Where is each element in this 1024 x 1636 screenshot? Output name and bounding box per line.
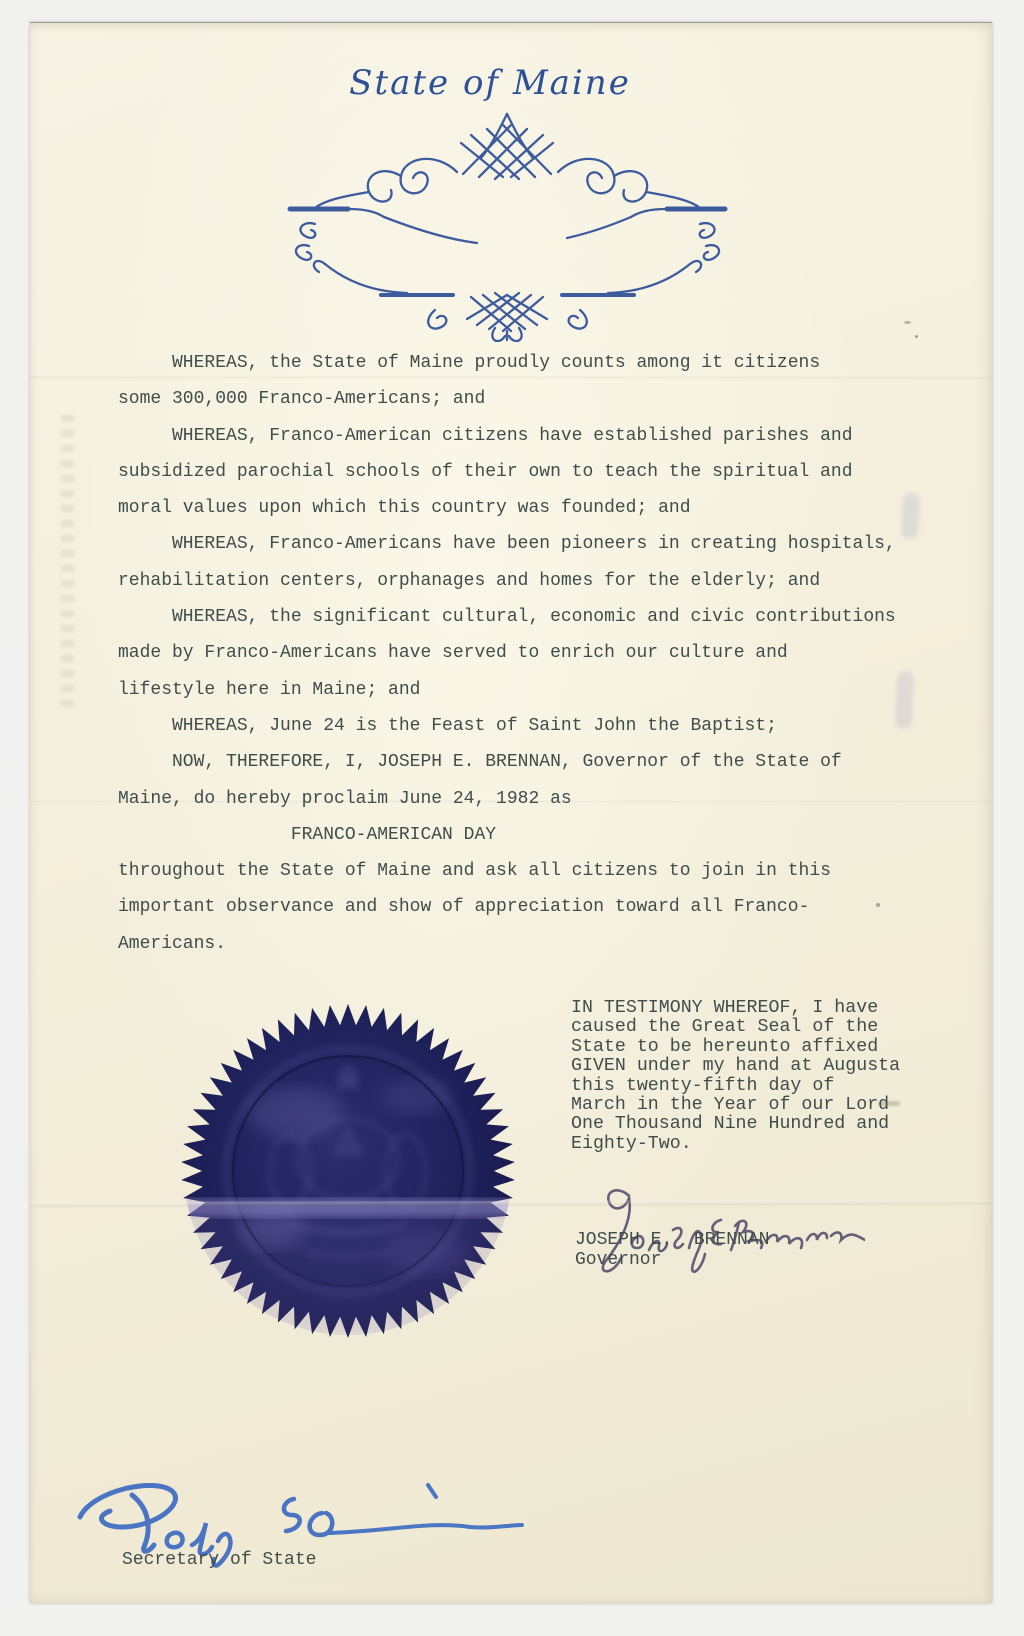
body-line: important observance and show of appreciation toward all Franco- bbox=[118, 897, 810, 918]
show-through-ghost-right-2 bbox=[894, 671, 914, 730]
testimony-line: IN TESTIMONY WHEREOF, I have bbox=[571, 998, 879, 1018]
great-seal bbox=[178, 1001, 518, 1341]
body-line: WHEREAS, Franco-Americans have been pioneers in creating hospitals, bbox=[118, 534, 896, 555]
body-line: WHEREAS, the significant cultural, economic and civic contributions bbox=[118, 607, 896, 628]
testimony-line: caused the Great Seal of the bbox=[571, 1017, 879, 1038]
body-line: WHEREAS, the State of Maine proudly counts among it citizens bbox=[118, 353, 821, 373]
body-line: rehabilitation centers, orphanages and homes for the elderly; and bbox=[118, 570, 821, 591]
proclamation-document bbox=[30, 22, 992, 1603]
body-line: WHEREAS, June 24 is the Feast of Saint John the Baptist; bbox=[118, 715, 777, 736]
body-line: NOW, THEREFORE, I, JOSEPH E. BRENNAN, Governor of the State of bbox=[118, 752, 842, 773]
show-through-ghost-left bbox=[61, 415, 74, 707]
body-line: made by Franco-Americans have served to enrich our culture and bbox=[118, 643, 788, 664]
show-through-ghost-right-1 bbox=[900, 492, 920, 539]
body-line: subsidized parochial schools of their own to teach the spiritual and bbox=[118, 461, 853, 482]
body-line: throughout the State of Maine and ask all citizens to join in this bbox=[118, 861, 831, 882]
governor-name-block bbox=[575, 1231, 769, 1270]
body-line: WHEREAS, Franco-American citizens have established parishes and bbox=[118, 425, 853, 446]
secretary-title: Secretary of State bbox=[122, 1550, 317, 1570]
body-line: some 300,000 Franco-Americans; and bbox=[118, 389, 486, 410]
body-line: Americans. bbox=[118, 933, 227, 954]
testimony-line: One Thousand Nine Hundred and bbox=[571, 1114, 890, 1135]
testimony-block bbox=[571, 999, 900, 1154]
paper-speck-1 bbox=[904, 321, 911, 324]
testimony-line: GIVEN under my hand at Augusta bbox=[571, 1056, 901, 1077]
governor-name: JOSEPH E. BRENNAN bbox=[575, 1230, 770, 1250]
proclamation-body bbox=[118, 345, 896, 962]
body-line: lifestyle here in Maine; and bbox=[118, 679, 421, 700]
body-line-proclaimed-day: FRANCO-AMERICAN DAY bbox=[118, 824, 497, 845]
testimony-line: State to be hereunto affixed bbox=[571, 1036, 879, 1057]
body-line: moral values upon which this country was founded; and bbox=[118, 498, 691, 519]
testimony-line: this twenty-fifth day of bbox=[571, 1075, 835, 1096]
page-title: State of Maine bbox=[349, 63, 631, 103]
paper-speck-3 bbox=[915, 335, 918, 338]
governor-title: Governor bbox=[575, 1249, 662, 1270]
proclamation-ornament bbox=[285, 112, 730, 342]
testimony-line: March in the Year of our Lord bbox=[571, 1095, 890, 1116]
testimony-line: Eighty-Two. bbox=[571, 1133, 692, 1154]
body-line: Maine, do hereby proclaim June 24, 1982 as bbox=[118, 788, 572, 809]
